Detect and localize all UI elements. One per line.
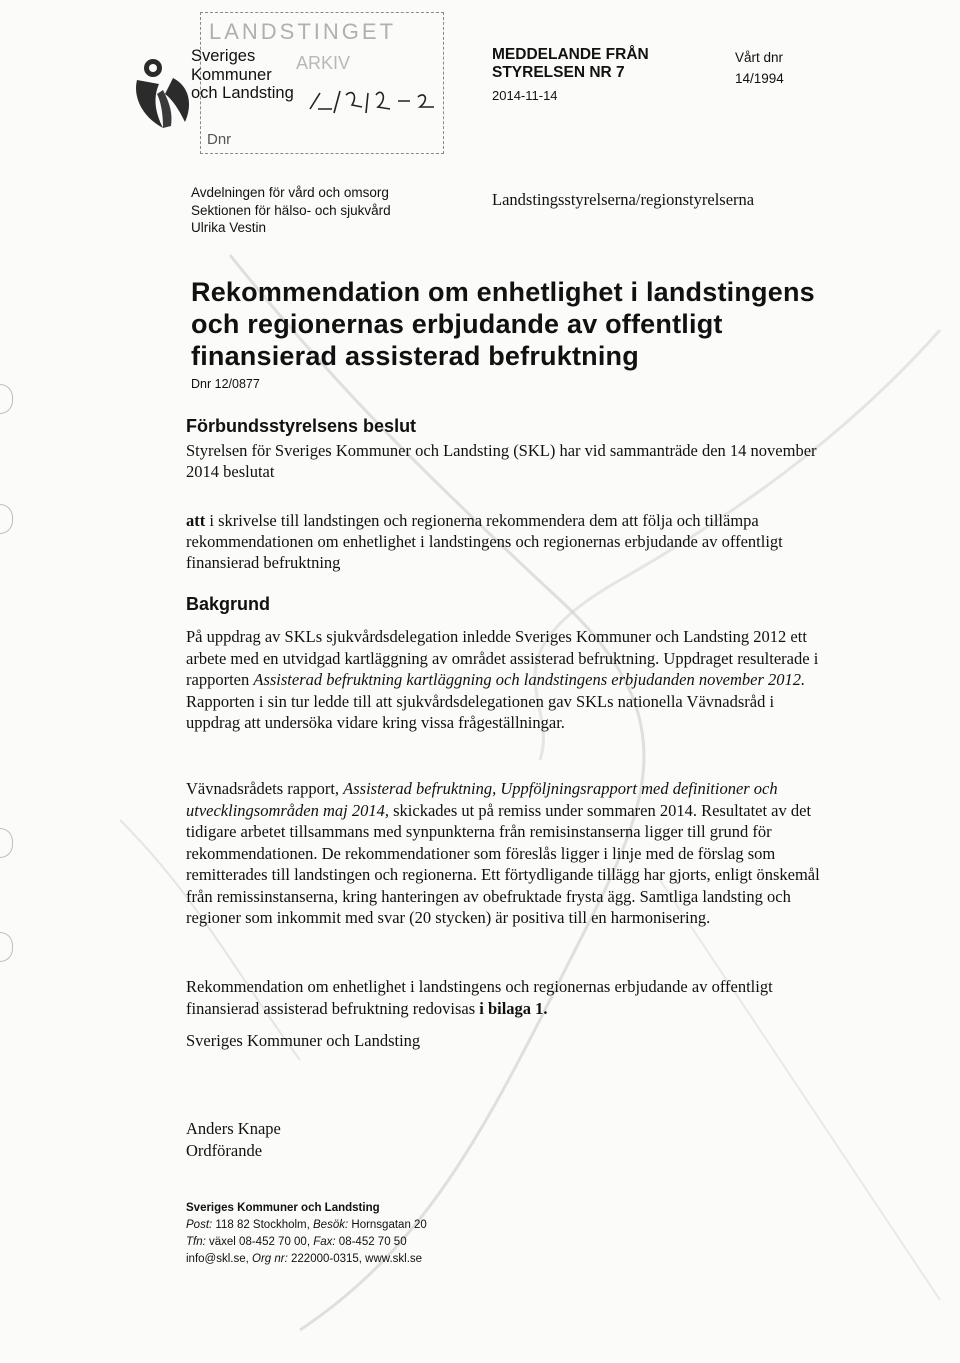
stamp-text: LANDSTINGET bbox=[209, 19, 397, 44]
paragraph-text: Rapporten i sin tur ledde till att sjukvårdsdelegationen gav SKLs nationella Vävnadsråd i uppdrag att undersöka vidare kring vissa frågeställningar. bbox=[186, 691, 775, 732]
background-paragraph-1 bbox=[186, 626, 826, 734]
handwritten-registration-number bbox=[306, 85, 446, 119]
footer-label: Besök: bbox=[313, 1219, 349, 1231]
paragraph-text: Vävnadsrådets rapport, bbox=[186, 779, 344, 798]
footer-phone: växel 08-452 70 00, bbox=[205, 1236, 314, 1248]
organization-name bbox=[191, 47, 294, 103]
footer-fax: 08-452 70 50 bbox=[335, 1236, 407, 1248]
memo-title-line: STYRELSEN NR 7 bbox=[492, 64, 625, 81]
footer-visit: Hornsgatan 20 bbox=[348, 1219, 427, 1231]
signer-name: Anders Knape bbox=[186, 1119, 281, 1138]
document-dnr: Dnr 12/0877 bbox=[191, 377, 260, 391]
recipient: Landstingsstyrelserna/regionstyrelserna bbox=[492, 190, 755, 209]
footer-label: Post: bbox=[186, 1219, 213, 1231]
punch-hole-mark bbox=[0, 384, 13, 414]
document-title: Rekommendation om enhetlighet i landstingens och regionernas erbjudande av offentligt finansierad assisterad befruktning bbox=[191, 277, 815, 371]
our-dnr-label: Vårt dnr bbox=[735, 50, 784, 65]
our-dnr-value: 14/1994 bbox=[735, 71, 784, 86]
paragraph-text: skickades ut på remiss under sommaren 2014. Resultatet av det tidigare arbetet tillsammans med synpunkterna från remisinstanserna ligger till grund för rekommendationen. De rekommendationer som föreslås ligger i linje med de förslag som remitterades till landstingen och regionerna. Ett förtydligande tillägg har gjorts, enligt önskemål från remissinstanserna, kring hanteringen av obefruktade frysta ägg. Samtliga landsting och regioner som inkommit med svar (20 stycken) är positiva till en harmonisering. bbox=[186, 800, 820, 927]
background-heading: Bakgrund bbox=[186, 594, 271, 614]
organization-name-line: och Landsting bbox=[191, 84, 294, 102]
report-title: Assisterad befruktning, Uppföljningsrapport med definitioner och utvecklingsområden maj 2014, bbox=[186, 779, 778, 820]
decision-att-clause bbox=[186, 510, 826, 573]
paragraph-text: På uppdrag av SKLs sjukvårdsdelegation inledde Sveriges Kommuner och Landsting 2012 ett arbete med en utvidgad kartläggning av området assisterad befruktning. Uppdraget resulterade i rapporten bbox=[186, 627, 819, 689]
footer-label: Org nr: bbox=[252, 1253, 288, 1265]
footer-email[interactable]: info@skl.se, bbox=[186, 1253, 253, 1265]
footer-orgnr: 222000-0315, www.skl.se bbox=[287, 1253, 423, 1265]
sender-line: Ulrika Vestin bbox=[191, 220, 267, 235]
memo-title-line: MEDDELANDE FRÅN bbox=[492, 46, 649, 63]
sender-line: Avdelningen för vård och omsorg bbox=[191, 185, 389, 200]
signer-role: Ordförande bbox=[186, 1141, 263, 1160]
memo-date: 2014-11-14 bbox=[492, 88, 558, 103]
signer-block bbox=[186, 1118, 281, 1162]
footer-post: 118 82 Stockholm, bbox=[212, 1219, 314, 1231]
sender-block bbox=[191, 184, 391, 237]
stamp-dnr-label: Dnr bbox=[207, 131, 232, 148]
footer-label: Fax: bbox=[313, 1236, 336, 1248]
skl-logo-icon bbox=[133, 50, 195, 132]
punch-hole-mark bbox=[0, 932, 13, 962]
att-text: i skrivelse till landstingen och regionerna rekommendera dem att följa och tillämpa rekommendationen om enhetlighet i landstingens och regionernas erbjudande av offentligt finansierad befruktning bbox=[186, 511, 783, 572]
background-paragraph-3 bbox=[186, 976, 826, 1019]
appendix-reference: i bilaga 1. bbox=[479, 998, 548, 1018]
sender-line: Sektionen för hälso- och sjukvård bbox=[191, 202, 391, 218]
decision-heading: Förbundsstyrelsens beslut bbox=[186, 416, 417, 436]
memo-title bbox=[492, 46, 649, 82]
closing-organization: Sveriges Kommuner och Landsting bbox=[186, 1031, 421, 1050]
organization-name-line: Kommuner bbox=[191, 65, 272, 84]
report-title: Assisterad befruktning kartläggning och landstingens erbjudanden november 2012. bbox=[253, 670, 806, 689]
decision-text: Styrelsen för Sveriges Kommuner och Landsting (SKL) har vid sammanträde den 14 november 2014 beslutat bbox=[186, 441, 817, 481]
background-paragraph-2 bbox=[186, 778, 826, 929]
footer-contact bbox=[186, 1200, 427, 1268]
footer-org: Sveriges Kommuner och Landsting bbox=[186, 1202, 380, 1214]
att-word: att bbox=[186, 511, 206, 530]
organization-name-line: Sveriges bbox=[191, 47, 256, 65]
punch-hole-mark bbox=[0, 504, 13, 534]
punch-hole-mark bbox=[0, 828, 13, 858]
footer-label: Tfn: bbox=[186, 1236, 206, 1248]
paragraph-text: Rekommendation om enhetlighet i landstingens och regionernas erbjudande av offentligt finansierad assisterad befruktning redovisas bbox=[186, 977, 773, 1018]
stamp-text: ARKIV bbox=[296, 53, 351, 73]
